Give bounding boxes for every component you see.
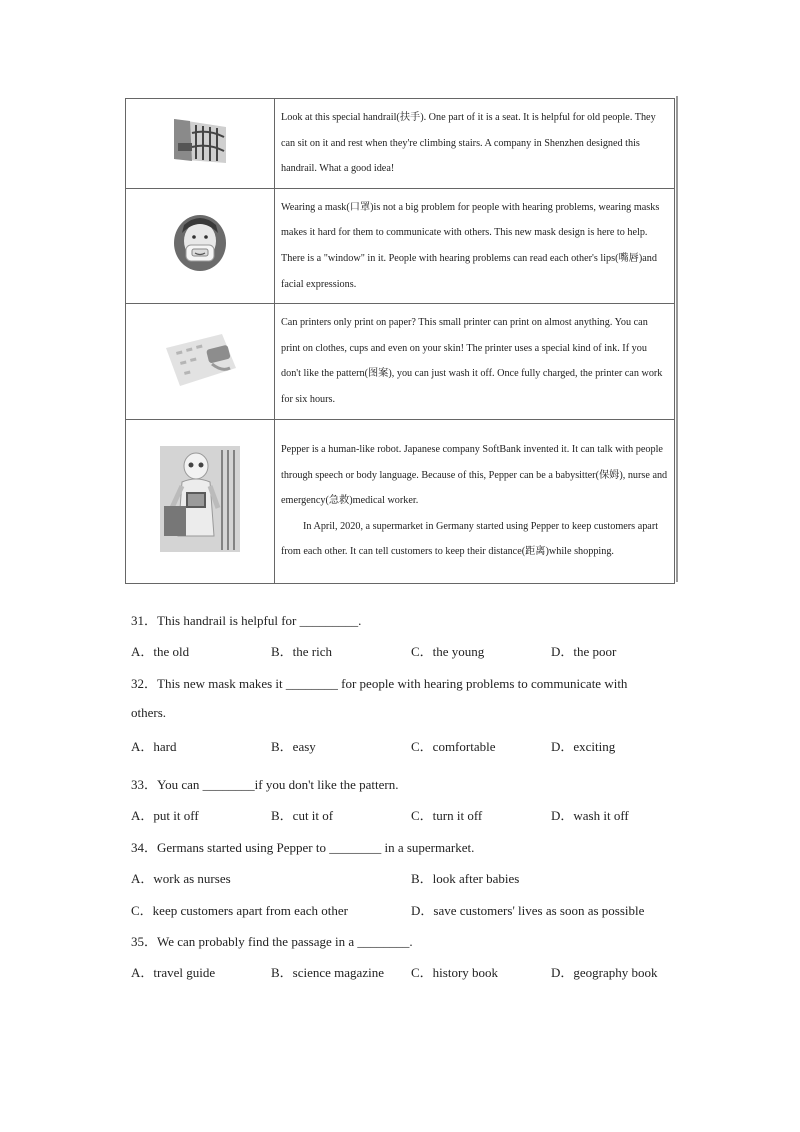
- question-35-stem: 35．We can probably find the passage in a ________.: [131, 934, 413, 949]
- q33-option-b[interactable]: B．cut it of: [271, 808, 334, 823]
- passage-table: [125, 98, 675, 584]
- question-34-stem: 34．Germans started using Pepper to ________ in a supermarket.: [131, 840, 475, 855]
- page-edge-line: [676, 96, 678, 582]
- handrail-photo: [170, 113, 230, 169]
- q34-option-c[interactable]: C．keep customers apart from each other: [131, 903, 348, 918]
- printer-photo: [162, 328, 238, 390]
- passage-paragraph: Pepper is a human-like robot. Japanese company SoftBank invented it. It can talk with people through speech or body language. Because of this, Pepper can be a babysitter(保姆), nurse and emergency(急救)medical worker.: [281, 444, 668, 507]
- image-cell: [126, 99, 275, 189]
- passage-paragraph: Wearing a mask(口罩)is not a big problem for people with hearing problems, wearing masks makes it hard for them to communicate with others. This new mask design is here to help. There is a "window" in it. People with hearing problems can read each other's lips(嘴唇)and facial expressions.: [281, 201, 660, 290]
- question-33-stem: 33．You can ________if you don't like the pattern.: [131, 777, 399, 792]
- q31-option-d[interactable]: D．the poor: [551, 644, 617, 659]
- passage-paragraph: Look at this special handrail(扶手). One part of it is a seat. It is helpful for old people. They can sit on it and rest when they're climbing stairs. A company in Shenzhen designed this handrail. What a good idea!: [281, 112, 656, 175]
- question-32-stem: 32．This new mask makes it ________ for people with hearing problems to communicate with: [131, 676, 628, 691]
- q32-option-d[interactable]: D．exciting: [551, 739, 616, 754]
- passage-paragraph: In April, 2020, a supermarket in Germany started using Pepper to keep customers apart from each other. It can tell customers to keep their distance(距离)while shopping.: [281, 520, 659, 558]
- q32-option-a[interactable]: A．hard: [131, 739, 177, 754]
- robot-photo: [160, 446, 240, 552]
- passage-row-robot: [126, 419, 675, 583]
- passage-text: [275, 304, 675, 419]
- question-32-stem-cont: others.: [131, 705, 167, 720]
- q31-option-b[interactable]: B．the rich: [271, 644, 333, 659]
- q34-option-b[interactable]: B．look after babies: [411, 871, 520, 886]
- q33-option-a[interactable]: A．put it off: [131, 808, 199, 823]
- q35-option-c[interactable]: C．history book: [411, 965, 499, 980]
- q35-option-d[interactable]: D．geography book: [551, 965, 658, 980]
- q34-option-d[interactable]: D．save customers' lives as soon as possible: [411, 903, 645, 918]
- passage-row-printer: [126, 304, 675, 419]
- passage-text: [275, 99, 675, 189]
- mask-photo: [172, 213, 228, 273]
- passage-paragraph: Can printers only print on paper? This small printer can print on almost anything. You can print on clothes, cups and even on your skin! The printer uses a special kind of ink. If you don't like the pattern(图案), you can just wash it off. Once fully charged, the printer can work for six hours.: [281, 317, 663, 405]
- q31-option-a[interactable]: A．the old: [131, 644, 190, 659]
- q31-option-c[interactable]: C．the young: [411, 644, 485, 659]
- image-cell: [126, 188, 275, 303]
- image-cell: [126, 419, 275, 583]
- q35-option-a[interactable]: A．travel guide: [131, 965, 216, 980]
- q35-option-b[interactable]: B．science magazine: [271, 965, 384, 980]
- passage-text: [275, 419, 675, 583]
- q32-option-c[interactable]: C．comfortable: [411, 739, 496, 754]
- passage-row-mask: [126, 188, 675, 303]
- q34-option-a[interactable]: A．work as nurses: [131, 871, 231, 886]
- q33-option-c[interactable]: C．turn it off: [411, 808, 483, 823]
- passage-row-handrail: [126, 99, 675, 189]
- image-cell: [126, 304, 275, 419]
- q32-option-b[interactable]: B．easy: [271, 739, 316, 754]
- question-31-stem: 31．This handrail is helpful for _________.: [131, 613, 362, 628]
- passage-text: [275, 188, 675, 303]
- q33-option-d[interactable]: D．wash it off: [551, 808, 629, 823]
